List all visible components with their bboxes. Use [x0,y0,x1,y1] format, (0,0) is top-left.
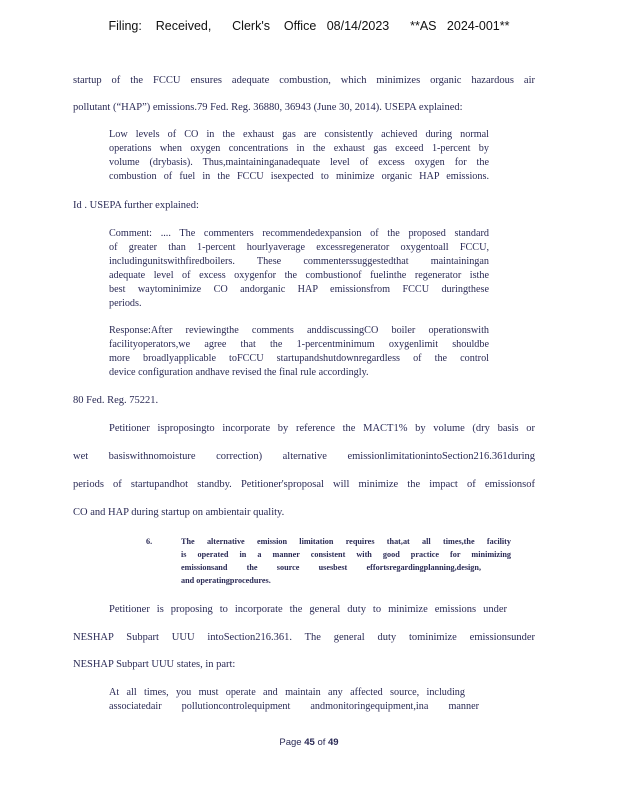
paragraph-line: NESHAP Subpart UUU states, in part: [73,659,236,670]
paragraph-line: NESHAP Subpart UUU intoSection216.361. The general duty tominimize emissionsunder [73,632,535,643]
block-quote-line: Comment: .... The commenters recommendedexpansion of the proposed standard [109,228,489,239]
block-quote-line: of greater than 1-percent hourlyaverage excessregenerator oxygentoall FCCU, [109,242,489,253]
block-quote-line: facilityoperators,we agree that the 1-percentminimum oxygenlimit shouldbe [109,339,489,350]
item-text-line: The alternative emission limitation requires that,at all times,the facility [181,537,511,546]
page-total: 49 [328,737,339,748]
block-quote-line: device configuration andhave revised the final rule accordingly. [109,367,369,378]
item-text-line: and operatingprocedures. [181,576,271,585]
block-quote-line: At all times, you must operate and maintain any affected source, including [109,687,465,698]
page-footer [0,737,618,748]
paragraph-line: wet basiswithnomoisture correction) alternative emissionlimitationintoSection216.361during [73,451,535,462]
of-label: of [317,737,326,748]
item-text-line: is operated in a manner consistent with good practice for minimizing [181,550,511,559]
block-quote-line: more broadlyapplicable toFCCU startupandshutdownregardless of the control [109,353,489,364]
id-citation-line: Id . USEPA further explained: [73,200,199,211]
block-quote-line: operations when oxygen concentrations in the exhaust gas exceed 1-percent by [109,143,489,154]
block-quote-line: periods. [109,298,142,309]
page-number: 45 [304,737,315,748]
item-number: 6. [146,537,153,546]
paragraph-line: startup of the FCCU ensures adequate combustion, which minimizes organic hazardous air [73,75,535,86]
paragraph-line: pollutant (“HAP”) emissions.79 Fed. Reg. 36880, 36943 (June 30, 2014). USEPA explained: [73,102,463,113]
citation-line: 80 Fed. Reg. 75221. [73,395,159,406]
block-quote-line: volume (drybasis). Thus,maintaininganadequate level of excess oxygen for the [109,157,489,168]
paragraph-line: Petitioner isproposingto incorporate by reference the MACT1% by volume (dry basis or [109,423,535,434]
block-quote-line: combustion of fuel in the FCCU isexpected to minimize organic HAP emissions. [109,171,489,182]
filing-header: Filing: Received, Clerk's Office 08/14/2023 **AS 2024-001** [108,19,510,33]
paragraph-line: periods of startupandhot standby. Petitioner'sproposal will minimize the impact of emissionsof [73,479,535,490]
block-quote-line: includingunitswithfiredboilers. These commenterssuggestedthat maintainingan [109,256,489,267]
block-quote-line: associatedair pollutioncontrolequipment andmonitoringequipment,ina manner [109,701,479,712]
item-text-line: emissionsand the source usesbest effortsregardingplanning,design, [181,563,481,572]
block-quote-line: Low levels of CO in the exhaust gas are consistently achieved during normal [109,129,489,140]
paragraph-line: CO and HAP during startup on ambientair quality. [73,507,285,518]
page-label: Page [279,737,302,748]
paragraph-line: Petitioner is proposing to incorporate the general duty to minimize emissions under [109,604,507,615]
block-quote-line: best waytominimize CO andorganic HAP emissionsfrom FCCU duringthese [109,284,489,295]
block-quote-line: Response:After reviewingthe comments anddiscussingCO boiler operationswith [109,325,489,336]
block-quote-line: adequate level of excess oxygenfor the combustionof fuelinthe regenerator isthe [109,270,489,281]
